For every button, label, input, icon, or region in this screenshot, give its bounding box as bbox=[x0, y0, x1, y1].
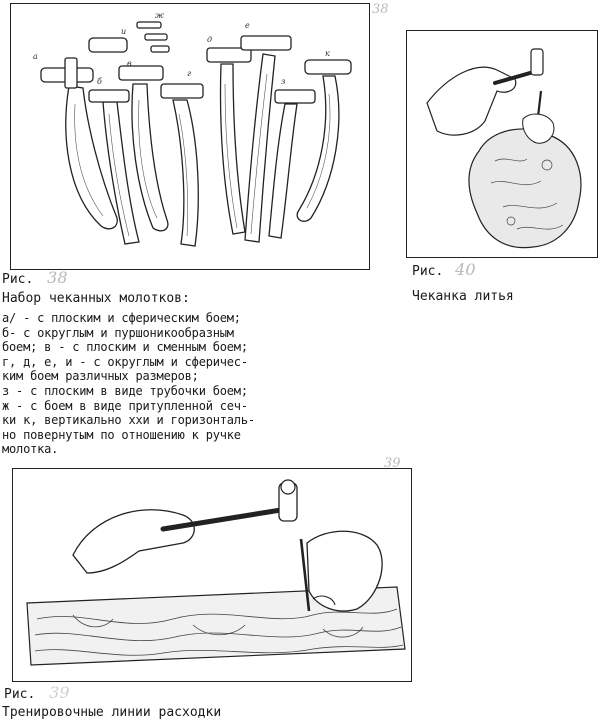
svg-text:в: в bbox=[127, 59, 132, 68]
svg-text:д: д bbox=[207, 35, 213, 44]
hammer-g-handle bbox=[173, 100, 198, 246]
loose-head-4 bbox=[151, 46, 169, 52]
caption-line: молотка. bbox=[2, 442, 59, 457]
svg-text:а: а bbox=[33, 52, 38, 61]
svg-text:и: и bbox=[121, 27, 127, 36]
hammer-e-head bbox=[241, 36, 291, 50]
caption-line: з - с плоским в виде трубочки боем; bbox=[2, 383, 248, 398]
fig-38-label bbox=[2, 268, 68, 287]
figure-casting bbox=[406, 30, 598, 258]
fig-40-label bbox=[412, 260, 476, 279]
svg-text:б: б bbox=[97, 77, 102, 86]
loose-head-1 bbox=[89, 38, 127, 52]
hammer-z-head bbox=[275, 90, 315, 103]
hammer-g-head bbox=[161, 84, 203, 98]
svg-text:е: е bbox=[245, 21, 250, 30]
caption-line: г, д, е, и - с округлым и сферичес- bbox=[2, 354, 248, 369]
loose-head-3 bbox=[145, 34, 167, 40]
caption-line: ж - с боем в виде притупленной сеч- bbox=[2, 398, 248, 413]
svg-text:к: к bbox=[325, 49, 330, 58]
hammer-d-handle bbox=[221, 64, 246, 234]
fig-39-title: Тренировочные линии расходки bbox=[2, 705, 222, 720]
hammer-head bbox=[531, 49, 543, 75]
hammer-b-head bbox=[89, 90, 129, 102]
caption-line: ки к, вертикально ххи и горизонталь- bbox=[2, 413, 255, 428]
figure-training-lines bbox=[12, 468, 412, 682]
hammers-illustration bbox=[11, 4, 369, 269]
fig-38-prefix: Рис. bbox=[2, 272, 34, 287]
casting-illustration bbox=[407, 31, 597, 257]
caption-line: но повернутым по отношению к ручке bbox=[2, 427, 241, 442]
fig-40-prefix: Рис. bbox=[412, 264, 444, 279]
casting-object bbox=[469, 129, 581, 248]
fig-39-label bbox=[4, 683, 70, 702]
fig-38-caption bbox=[2, 311, 255, 457]
fig-39-prefix: Рис. bbox=[4, 687, 36, 702]
caption-line: боем; в - с плоским и сменным боем; bbox=[2, 340, 248, 355]
hammer-v-head bbox=[119, 66, 163, 80]
figure-hammers bbox=[10, 3, 370, 270]
svg-text:г: г bbox=[187, 69, 192, 78]
fig-38-number: 38 bbox=[47, 268, 68, 287]
fig-38-title: Набор чеканных молотков: bbox=[2, 291, 190, 306]
fig-40-number: 40 bbox=[455, 260, 476, 279]
fig-39-number: 39 bbox=[49, 683, 70, 702]
fig-40-title: Чеканка литья bbox=[412, 289, 514, 304]
hand-with-hammer bbox=[427, 67, 516, 135]
caption-line: а/ - с плоским и сферическим боем; bbox=[2, 311, 241, 325]
hand-with-hammer bbox=[73, 510, 194, 573]
page-mark-39: 39 bbox=[384, 456, 401, 471]
page-mark-38: 38 bbox=[372, 2, 389, 17]
hammer-v-handle bbox=[132, 84, 168, 231]
hammer-z-handle bbox=[269, 104, 297, 238]
svg-text:з: з bbox=[281, 77, 286, 86]
caption-line: б- с округлым и пуршоникообразным bbox=[2, 325, 234, 340]
svg-text:ж: ж bbox=[155, 11, 165, 20]
loose-head-2 bbox=[137, 22, 161, 28]
training-lines-illustration bbox=[13, 469, 411, 681]
hammer-k-head bbox=[305, 60, 351, 74]
caption-line: ким боем различных размеров; bbox=[2, 369, 199, 384]
